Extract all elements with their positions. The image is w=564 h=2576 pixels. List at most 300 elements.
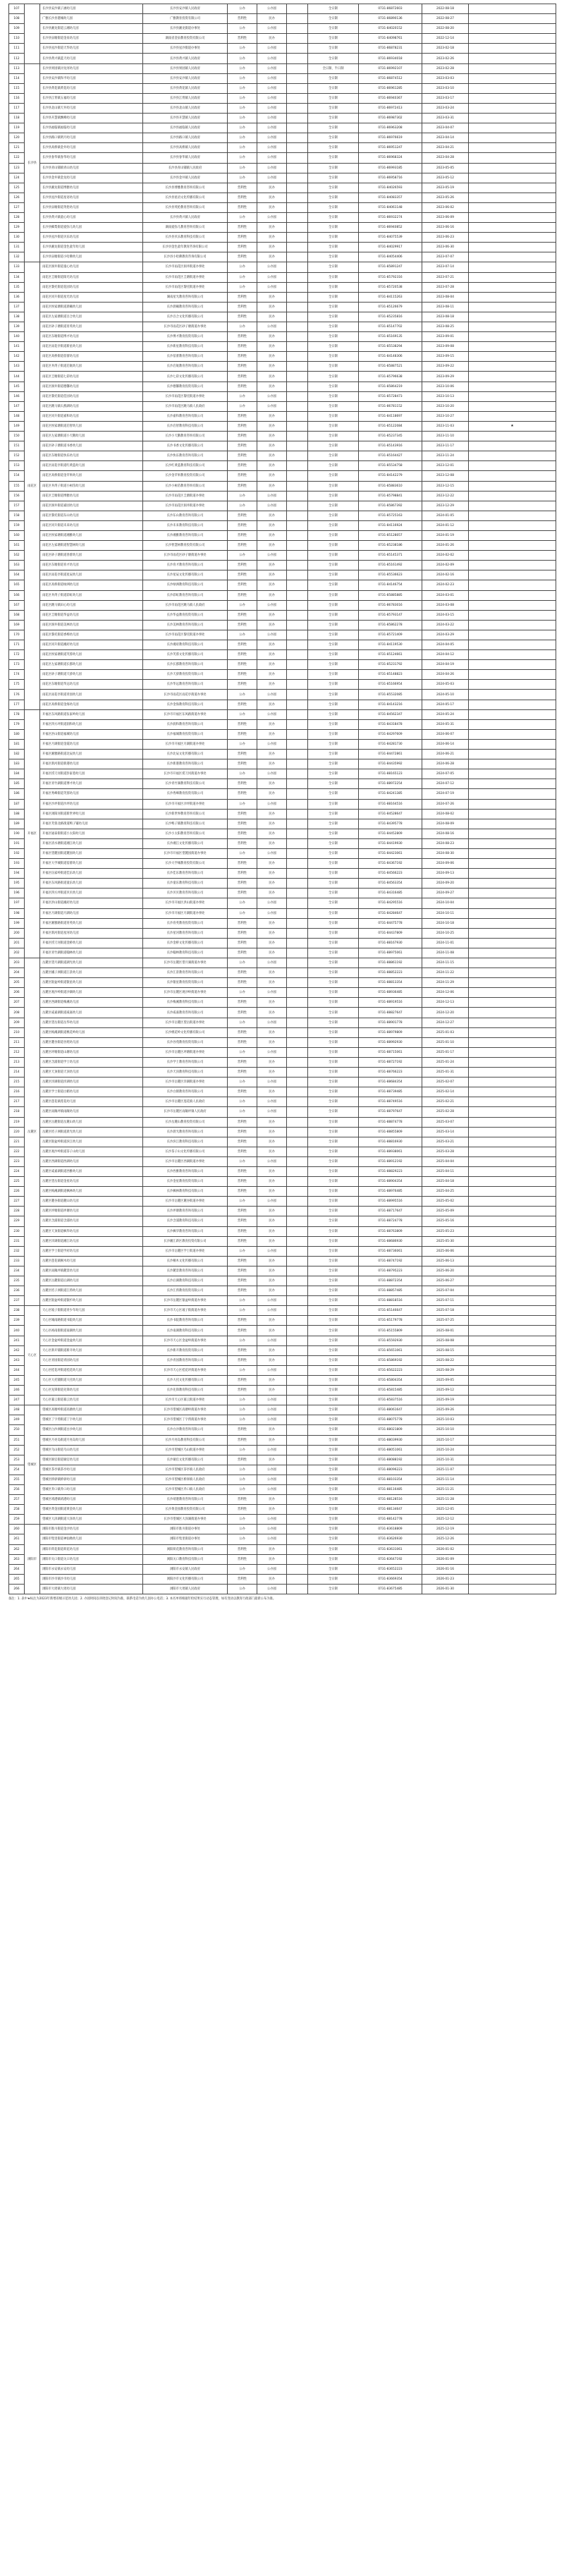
ownership-cell: 公办园 <box>257 739 287 749</box>
note-cell <box>469 1574 556 1584</box>
sponsor-cell: 长沙湘江新区教育投资有限公司 <box>143 1236 228 1246</box>
district-cell: 天心区 <box>25 1306 40 1405</box>
phone-cell: 0731-88829223 <box>359 1166 422 1176</box>
open-date-cell: 2023-05-12 <box>422 173 469 183</box>
note-cell <box>469 551 556 561</box>
table-row <box>9 332 556 342</box>
note-cell <box>469 928 556 938</box>
row-number-cell: 185 <box>9 779 25 789</box>
note-cell <box>469 83 556 93</box>
phone-cell: 0731-88096223 <box>359 1465 422 1475</box>
schedule-cell: 全日制 <box>308 1554 359 1564</box>
schedule-cell: 全日制 <box>308 302 359 312</box>
open-date-cell: 2024-02-09 <box>422 561 469 570</box>
sponsor-cell: 长沙市望城区桥驿镇人民政府 <box>143 1475 228 1484</box>
phone-cell: 0731-88872354 <box>359 1276 422 1286</box>
kindergarten-name-cell: 长沙县路口镇明月幼儿园 <box>40 133 143 143</box>
row-number-cell: 227 <box>9 1197 25 1207</box>
row-number-cell: 153 <box>9 461 25 471</box>
schedule-cell: 全日制 <box>308 570 359 580</box>
sponsor-cell: 长沙育英教育投资有限公司 <box>143 918 228 928</box>
level-cell <box>287 153 308 163</box>
ownership-cell: 民办 <box>257 700 287 709</box>
kindergarten-name-cell: 开福区望麓园街道麓园幼儿园 <box>40 848 143 858</box>
sponsor-type-cell: 公办 <box>228 551 257 561</box>
level-cell <box>287 282 308 292</box>
sponsor-type-cell: 营利性 <box>228 1256 257 1266</box>
phone-cell: 0731-85864219 <box>359 381 422 391</box>
sponsor-type-cell: 营利性 <box>228 1147 257 1156</box>
schedule-cell: 全日制 <box>308 1068 359 1078</box>
row-number-cell: 218 <box>9 1107 25 1117</box>
table-row <box>9 1584 556 1594</box>
level-cell <box>287 252 308 262</box>
kindergarten-name-cell: 岳麓区麓谷街道麓山幼儿园 <box>40 1197 143 1207</box>
open-date-cell: 2023-12-29 <box>422 501 469 511</box>
phone-cell: 0731-85592930 <box>359 1336 422 1345</box>
open-date-cell: 2025-10-10 <box>422 1425 469 1435</box>
table-row <box>9 1078 556 1087</box>
row-number-cell: 264 <box>9 1564 25 1574</box>
note-cell <box>469 1336 556 1345</box>
row-number-cell: 203 <box>9 958 25 968</box>
ownership-cell: 民办 <box>257 1326 287 1336</box>
table-row <box>9 700 556 709</box>
open-date-cell: 2025-03-07 <box>422 1117 469 1127</box>
note-cell <box>469 1207 556 1216</box>
sponsor-type-cell: 公办 <box>228 1534 257 1544</box>
phone-cell: 0731-84026593 <box>359 183 422 193</box>
open-date-cell: 2023-07-14 <box>422 262 469 272</box>
level-cell <box>287 680 308 690</box>
phone-cell: 0731-84118697 <box>359 411 422 421</box>
sponsor-type-cell: 营利性 <box>228 620 257 630</box>
level-cell <box>287 1057 308 1067</box>
table-row <box>9 401 556 411</box>
sponsor-type-cell: 公办 <box>228 262 257 272</box>
schedule-cell: 全日制 <box>308 223 359 233</box>
schedule-cell: 全日制 <box>308 918 359 928</box>
open-date-cell: 2024-04-19 <box>422 660 469 670</box>
phone-cell: 0731-85792316 <box>359 272 422 282</box>
sponsor-type-cell: 公办 <box>228 630 257 640</box>
table-row <box>9 4 556 14</box>
open-date-cell: 2023-10-20 <box>422 401 469 411</box>
sponsor-cell: 长沙嘉和教育咨询有限公司 <box>143 411 228 421</box>
row-number-cell: 223 <box>9 1156 25 1166</box>
schedule-cell: 全日制 <box>308 660 359 670</box>
ownership-cell: 民办 <box>257 1027 287 1037</box>
kindergarten-name-cell: 开福区四方坪街道贝贝幼儿园 <box>40 889 143 898</box>
sponsor-type-cell: 营利性 <box>228 381 257 391</box>
sponsor-type-cell: 公办 <box>228 1484 257 1494</box>
sponsor-type-cell: 公办 <box>228 1078 257 1087</box>
phone-cell: 0731-86993185 <box>359 163 422 173</box>
level-cell <box>287 1564 308 1574</box>
schedule-cell: 全日制 <box>308 212 359 222</box>
ownership-cell: 民办 <box>257 968 287 978</box>
sponsor-cell: 浏阳市永安镇人民政府 <box>143 1564 228 1574</box>
kindergarten-name-cell: 望城区白沙洲街道白沙幼儿园 <box>40 1425 143 1435</box>
row-number-cell: 239 <box>9 1316 25 1326</box>
sponsor-cell: 长沙青园教育咨询有限公司 <box>143 1355 228 1365</box>
table-row <box>9 580 556 590</box>
row-number-cell: 213 <box>9 1057 25 1067</box>
row-number-cell: 202 <box>9 948 25 958</box>
table-row <box>9 590 556 600</box>
ownership-cell: 民办 <box>257 372 287 381</box>
note-cell <box>469 4 556 14</box>
ownership-cell: 民办 <box>257 1505 287 1515</box>
level-cell <box>287 650 308 660</box>
phone-cell: 0731-86872603 <box>359 4 422 14</box>
level-cell <box>287 362 308 372</box>
row-number-cell: 112 <box>9 54 25 63</box>
kindergarten-name-cell: 雨花区砂子塘街道春蕾幼儿园 <box>40 551 143 561</box>
row-number-cell: 257 <box>9 1495 25 1505</box>
kindergarten-name-cell: 开福区湘雅路街道北辰幼儿园 <box>40 750 143 759</box>
phone-cell: 0731-84562347 <box>359 709 422 719</box>
ownership-cell: 民办 <box>257 332 287 342</box>
ownership-cell: 民办 <box>257 14 287 24</box>
open-date-cell: 2023-08-25 <box>422 322 469 332</box>
table-row <box>9 1445 556 1455</box>
kindergarten-name-cell: 雨花区东塘街道快乐幼儿园 <box>40 451 143 461</box>
table-row <box>9 908 556 918</box>
open-date-cell: 2025-03-28 <box>422 1147 469 1156</box>
table-row <box>9 729 556 739</box>
schedule-cell: 全日制 <box>308 432 359 441</box>
level-cell <box>287 193 308 202</box>
sponsor-cell: 长沙德馨教育投资有限公司 <box>143 381 228 391</box>
table-row <box>9 54 556 63</box>
sponsor-cell: 长沙白鹤教育咨询有限公司 <box>143 1087 228 1097</box>
phone-cell: 0731-85155809 <box>359 1326 422 1336</box>
sponsor-type-cell: 营利性 <box>228 511 257 520</box>
table-row <box>9 202 556 212</box>
open-date-cell: 2023-05-19 <box>422 183 469 193</box>
sponsor-type-cell: 营利性 <box>228 332 257 342</box>
row-number-cell: 201 <box>9 938 25 948</box>
level-cell <box>287 739 308 749</box>
note-cell <box>469 133 556 143</box>
kindergarten-name-cell: 望城区桥驿镇桥驿幼儿园 <box>40 1475 143 1484</box>
sponsor-type-cell: 营利性 <box>228 193 257 202</box>
row-number-cell: 178 <box>9 709 25 719</box>
note-cell <box>469 1137 556 1147</box>
open-date-cell: 2024-12-06 <box>422 988 469 998</box>
kindergarten-name-cell: 开福区青竹湖街道翰林幼儿园 <box>40 948 143 958</box>
phone-cell: 0731-84563354 <box>359 879 422 889</box>
ownership-cell: 民办 <box>257 1276 287 1286</box>
sponsor-type-cell: 营利性 <box>228 819 257 829</box>
open-date-cell: 2024-10-11 <box>422 908 469 918</box>
schedule-cell: 全日制 <box>308 183 359 193</box>
note-cell <box>469 1226 556 1236</box>
table-row <box>9 1117 556 1127</box>
level-cell <box>287 848 308 858</box>
schedule-cell: 全日制 <box>308 1296 359 1306</box>
sponsor-type-cell: 公办 <box>228 212 257 222</box>
ownership-cell: 民办 <box>257 680 287 690</box>
schedule-cell: 全日制 <box>308 580 359 590</box>
sponsor-type-cell: 营利性 <box>228 451 257 461</box>
kindergarten-name-cell: 雨花区高桥街道蓓蕾幼儿园 <box>40 352 143 362</box>
open-date-cell: 2025-09-05 <box>422 1375 469 1385</box>
table-row <box>9 570 556 580</box>
ownership-cell: 民办 <box>257 610 287 620</box>
sponsor-type-cell: 公办 <box>228 1306 257 1316</box>
note-cell <box>469 1018 556 1027</box>
phone-cell: 0731-85720538 <box>359 282 422 292</box>
kindergarten-name-cell: 岳麓区望岳街道岳华幼儿园 <box>40 1018 143 1027</box>
level-cell <box>287 769 308 779</box>
note-cell <box>469 1525 556 1534</box>
row-number-cell: 145 <box>9 381 25 391</box>
ownership-cell: 民办 <box>257 451 287 461</box>
note-cell <box>469 14 556 24</box>
row-number-cell: 175 <box>9 680 25 690</box>
sponsor-cell: 长沙华益教育投资有限公司 <box>143 610 228 620</box>
ownership-cell: 民办 <box>257 1544 287 1554</box>
level-cell <box>287 1177 308 1187</box>
row-number-cell: 179 <box>9 719 25 729</box>
sponsor-cell: 长沙书香文化传播有限公司 <box>143 441 228 451</box>
open-date-cell: 2023-12-15 <box>422 481 469 491</box>
note-cell <box>469 1564 556 1574</box>
level-cell <box>287 1147 308 1156</box>
note-cell <box>469 1515 556 1525</box>
table-row <box>9 1515 556 1525</box>
kindergarten-table <box>8 4 556 1594</box>
kindergarten-name-cell: 雨花区洞井街道德馨幼儿园 <box>40 381 143 391</box>
sponsor-cell: 长沙市雨花区跳马镇人民政府 <box>143 401 228 411</box>
note-cell <box>469 580 556 590</box>
row-number-cell: 216 <box>9 1087 25 1097</box>
level-cell <box>287 441 308 451</box>
schedule-cell: 全日制 <box>308 938 359 948</box>
phone-cell: 0731-85536623 <box>359 570 422 580</box>
sponsor-type-cell: 公办 <box>228 1396 257 1405</box>
table-row <box>9 719 556 729</box>
sponsor-cell: 长沙贝贝教育咨询有限公司 <box>143 889 228 898</box>
table-row <box>9 73 556 83</box>
kindergarten-name-cell: 岳麓区西湖街道西湖幼儿园 <box>40 1156 143 1166</box>
kindergarten-name-cell: 岳麓区梅溪湖街道枫林幼儿园 <box>40 1187 143 1197</box>
table-row <box>9 1137 556 1147</box>
row-number-cell: 115 <box>9 83 25 93</box>
level-cell <box>287 1027 308 1037</box>
row-number-cell: 260 <box>9 1525 25 1534</box>
open-date-cell: 2024-11-01 <box>422 938 469 948</box>
open-date-cell: 2024-03-22 <box>422 620 469 630</box>
kindergarten-name-cell: 望城区茶亭镇茶亭幼儿园 <box>40 1465 143 1475</box>
sponsor-type-cell: 公办 <box>228 103 257 113</box>
note-cell <box>469 163 556 173</box>
schedule-cell: 全日制 <box>308 143 359 153</box>
kindergarten-name-cell: 雨花区同升街道湘府幼儿园 <box>40 640 143 650</box>
note-cell <box>469 441 556 451</box>
level-cell <box>287 1256 308 1266</box>
level-cell <box>287 202 308 212</box>
phone-cell: 0731-84318478 <box>359 719 422 729</box>
row-number-cell: 236 <box>9 1286 25 1296</box>
sponsor-type-cell: 营利性 <box>228 1008 257 1018</box>
row-number-cell: 221 <box>9 1137 25 1147</box>
sponsor-type-cell: 营利性 <box>228 1574 257 1584</box>
open-date-cell: 2025-04-25 <box>422 1187 469 1197</box>
sponsor-cell: 长沙县路口镇人民政府 <box>143 133 228 143</box>
ownership-cell: 公办园 <box>257 54 287 63</box>
kindergarten-name-cell: 雨花区砂子塘街道书香幼儿园 <box>40 441 143 451</box>
sponsor-cell: 长沙岳麓山教育投资有限公司 <box>143 1117 228 1127</box>
phone-cell: 0731-88855809 <box>359 1127 422 1137</box>
sponsor-type-cell: 公办 <box>228 958 257 968</box>
kindergarten-name-cell: 雨花区黎托街道香樟幼儿园 <box>40 630 143 640</box>
note-cell <box>469 401 556 411</box>
row-number-cell: 253 <box>9 1455 25 1465</box>
row-number-cell: 160 <box>9 530 25 540</box>
note-cell <box>469 292 556 302</box>
sponsor-type-cell: 公办 <box>228 93 257 103</box>
schedule-cell: 全日制 <box>308 1216 359 1226</box>
note-cell <box>469 322 556 332</box>
sponsor-cell: 长沙市天心区金盆岭街道办事处 <box>143 1336 228 1345</box>
open-date-cell: 2024-07-26 <box>422 799 469 809</box>
sponsor-type-cell: 营利性 <box>228 700 257 709</box>
row-number-cell: 226 <box>9 1187 25 1197</box>
sponsor-cell: 长沙市雨花区雨花亭街道办事处 <box>143 690 228 700</box>
open-date-cell: 2025-03-21 <box>422 1137 469 1147</box>
kindergarten-name-cell: 望城区高塘岭街道高塘幼儿园 <box>40 1405 143 1415</box>
phone-cell: 0731-85231792 <box>359 660 422 670</box>
kindergarten-name-cell: 浏阳市荷花街道荷花幼儿园 <box>40 1544 143 1554</box>
table-row <box>9 978 556 988</box>
kindergarten-name-cell: 天心区青园街道青园幼儿园 <box>40 1355 143 1365</box>
sponsor-cell: 长沙滨江教育科技有限公司 <box>143 1137 228 1147</box>
sponsor-cell: 长沙县贝乐教育科技有限公司 <box>143 233 228 243</box>
ownership-cell: 民办 <box>257 998 287 1008</box>
phone-cell: 0731-85538294 <box>359 342 422 352</box>
open-date-cell: 2025-01-10 <box>422 1037 469 1047</box>
sponsor-type-cell: 营利性 <box>228 1554 257 1564</box>
table-row <box>9 630 556 640</box>
open-date-cell: 2024-09-20 <box>422 879 469 889</box>
level-cell <box>287 212 308 222</box>
row-number-cell: 129 <box>9 223 25 233</box>
sponsor-type-cell: 营利性 <box>228 1326 257 1336</box>
ownership-cell: 民办 <box>257 729 287 739</box>
ownership-cell: 民办 <box>257 561 287 570</box>
kindergarten-name-cell: 浏阳市集里街道神仙坳幼儿园 <box>40 1534 143 1544</box>
schedule-cell: 全日制 <box>308 1336 359 1345</box>
ownership-cell: 民办 <box>257 1386 287 1396</box>
schedule-cell: 全日制 <box>308 322 359 332</box>
phone-cell: 0731-88816930 <box>359 1137 422 1147</box>
sponsor-cell: 长沙市雨花区黎托街道办事处 <box>143 391 228 401</box>
kindergarten-name-cell: 长沙县泉塘街道英伦幼儿园 <box>40 202 143 212</box>
sponsor-type-cell: 营利性 <box>228 1027 257 1037</box>
open-date-cell: 2023-11-24 <box>422 451 469 461</box>
sponsor-cell: 长沙铜官文化传播有限公司 <box>143 1455 228 1465</box>
kindergarten-name-cell: 雨花区圭塘街道阳光幼儿园 <box>40 272 143 282</box>
phone-cell: 0731-84566223 <box>359 869 422 879</box>
table-row <box>9 1097 556 1107</box>
schedule-cell: 全日制 <box>308 1266 359 1276</box>
table-body <box>9 4 556 1594</box>
level-cell <box>287 1584 308 1594</box>
open-date-cell: 2025-11-14 <box>422 1475 469 1484</box>
sponsor-type-cell: 营利性 <box>228 233 257 243</box>
table-row <box>9 1246 556 1256</box>
phone-cell: 0731-88715061 <box>359 1047 422 1057</box>
row-number-cell: 208 <box>9 1008 25 1018</box>
note-cell <box>469 342 556 352</box>
schedule-cell: 全日制 <box>308 958 359 968</box>
sponsor-type-cell: 公办 <box>228 1584 257 1594</box>
open-date-cell: 2023-06-02 <box>422 202 469 212</box>
sponsor-cell: 长沙美林教育咨询有限公司 <box>143 620 228 630</box>
level-cell <box>287 1236 308 1246</box>
phone-cell: 0731-85883610 <box>359 481 422 491</box>
sponsor-cell: 长沙坪塘教育咨询有限公司 <box>143 1207 228 1216</box>
level-cell <box>287 223 308 233</box>
ownership-cell: 民办 <box>257 411 287 421</box>
level-cell <box>287 1505 308 1515</box>
note-cell <box>469 1544 556 1554</box>
sponsor-type-cell: 营利性 <box>228 252 257 262</box>
sponsor-cell: 长沙市望城区乌山街道办事处 <box>143 1445 228 1455</box>
table-row <box>9 1345 556 1355</box>
sponsor-type-cell: 公办 <box>228 401 257 411</box>
row-number-cell: 204 <box>9 968 25 978</box>
sponsor-type-cell: 公办 <box>228 1445 257 1455</box>
phone-cell: 0731-86932274 <box>359 212 422 222</box>
sponsor-cell: 长沙市望城区大泽湖街道办事处 <box>143 1515 228 1525</box>
row-number-cell: 110 <box>9 34 25 44</box>
sponsor-cell: 长沙谷苑教育投资有限公司 <box>143 1037 228 1047</box>
open-date-cell: 2024-01-12 <box>422 520 469 530</box>
level-cell <box>287 1345 308 1355</box>
table-row <box>9 342 556 352</box>
table-row <box>9 173 556 183</box>
open-date-cell: 2023-11-10 <box>422 432 469 441</box>
sponsor-cell: 长沙市开福区东风路街道办事处 <box>143 709 228 719</box>
level-cell <box>287 1166 308 1176</box>
note-cell <box>469 769 556 779</box>
sponsor-type-cell: 营利性 <box>228 789 257 799</box>
level-cell <box>287 24 308 34</box>
level-cell <box>287 511 308 520</box>
level-cell <box>287 859 308 869</box>
kindergarten-name-cell: 雨花区黎托街道东山幼儿园 <box>40 511 143 520</box>
sponsor-cell: 长沙湘江文化传播有限公司 <box>143 838 228 848</box>
district-cell: 雨花区 <box>25 262 40 709</box>
kindergarten-name-cell: 雨花区左家塘街道百合幼儿园 <box>40 312 143 322</box>
sponsor-cell: 长沙芙蓉文化传播有限公司 <box>143 650 228 660</box>
open-date-cell: 2024-04-12 <box>422 650 469 660</box>
sponsor-cell: 长沙市望城区茶亭镇人民政府 <box>143 1465 228 1475</box>
note-cell <box>469 153 556 163</box>
note-cell <box>469 123 556 133</box>
open-date-cell: 2024-11-22 <box>422 968 469 978</box>
level-cell <box>287 600 308 610</box>
level-cell <box>287 183 308 193</box>
level-cell <box>287 243 308 252</box>
kindergarten-name-cell: 雨花区侯家塘街道晨曦幼儿园 <box>40 302 143 312</box>
schedule-cell: 全日制 <box>308 1057 359 1067</box>
ownership-cell: 公办园 <box>257 262 287 272</box>
